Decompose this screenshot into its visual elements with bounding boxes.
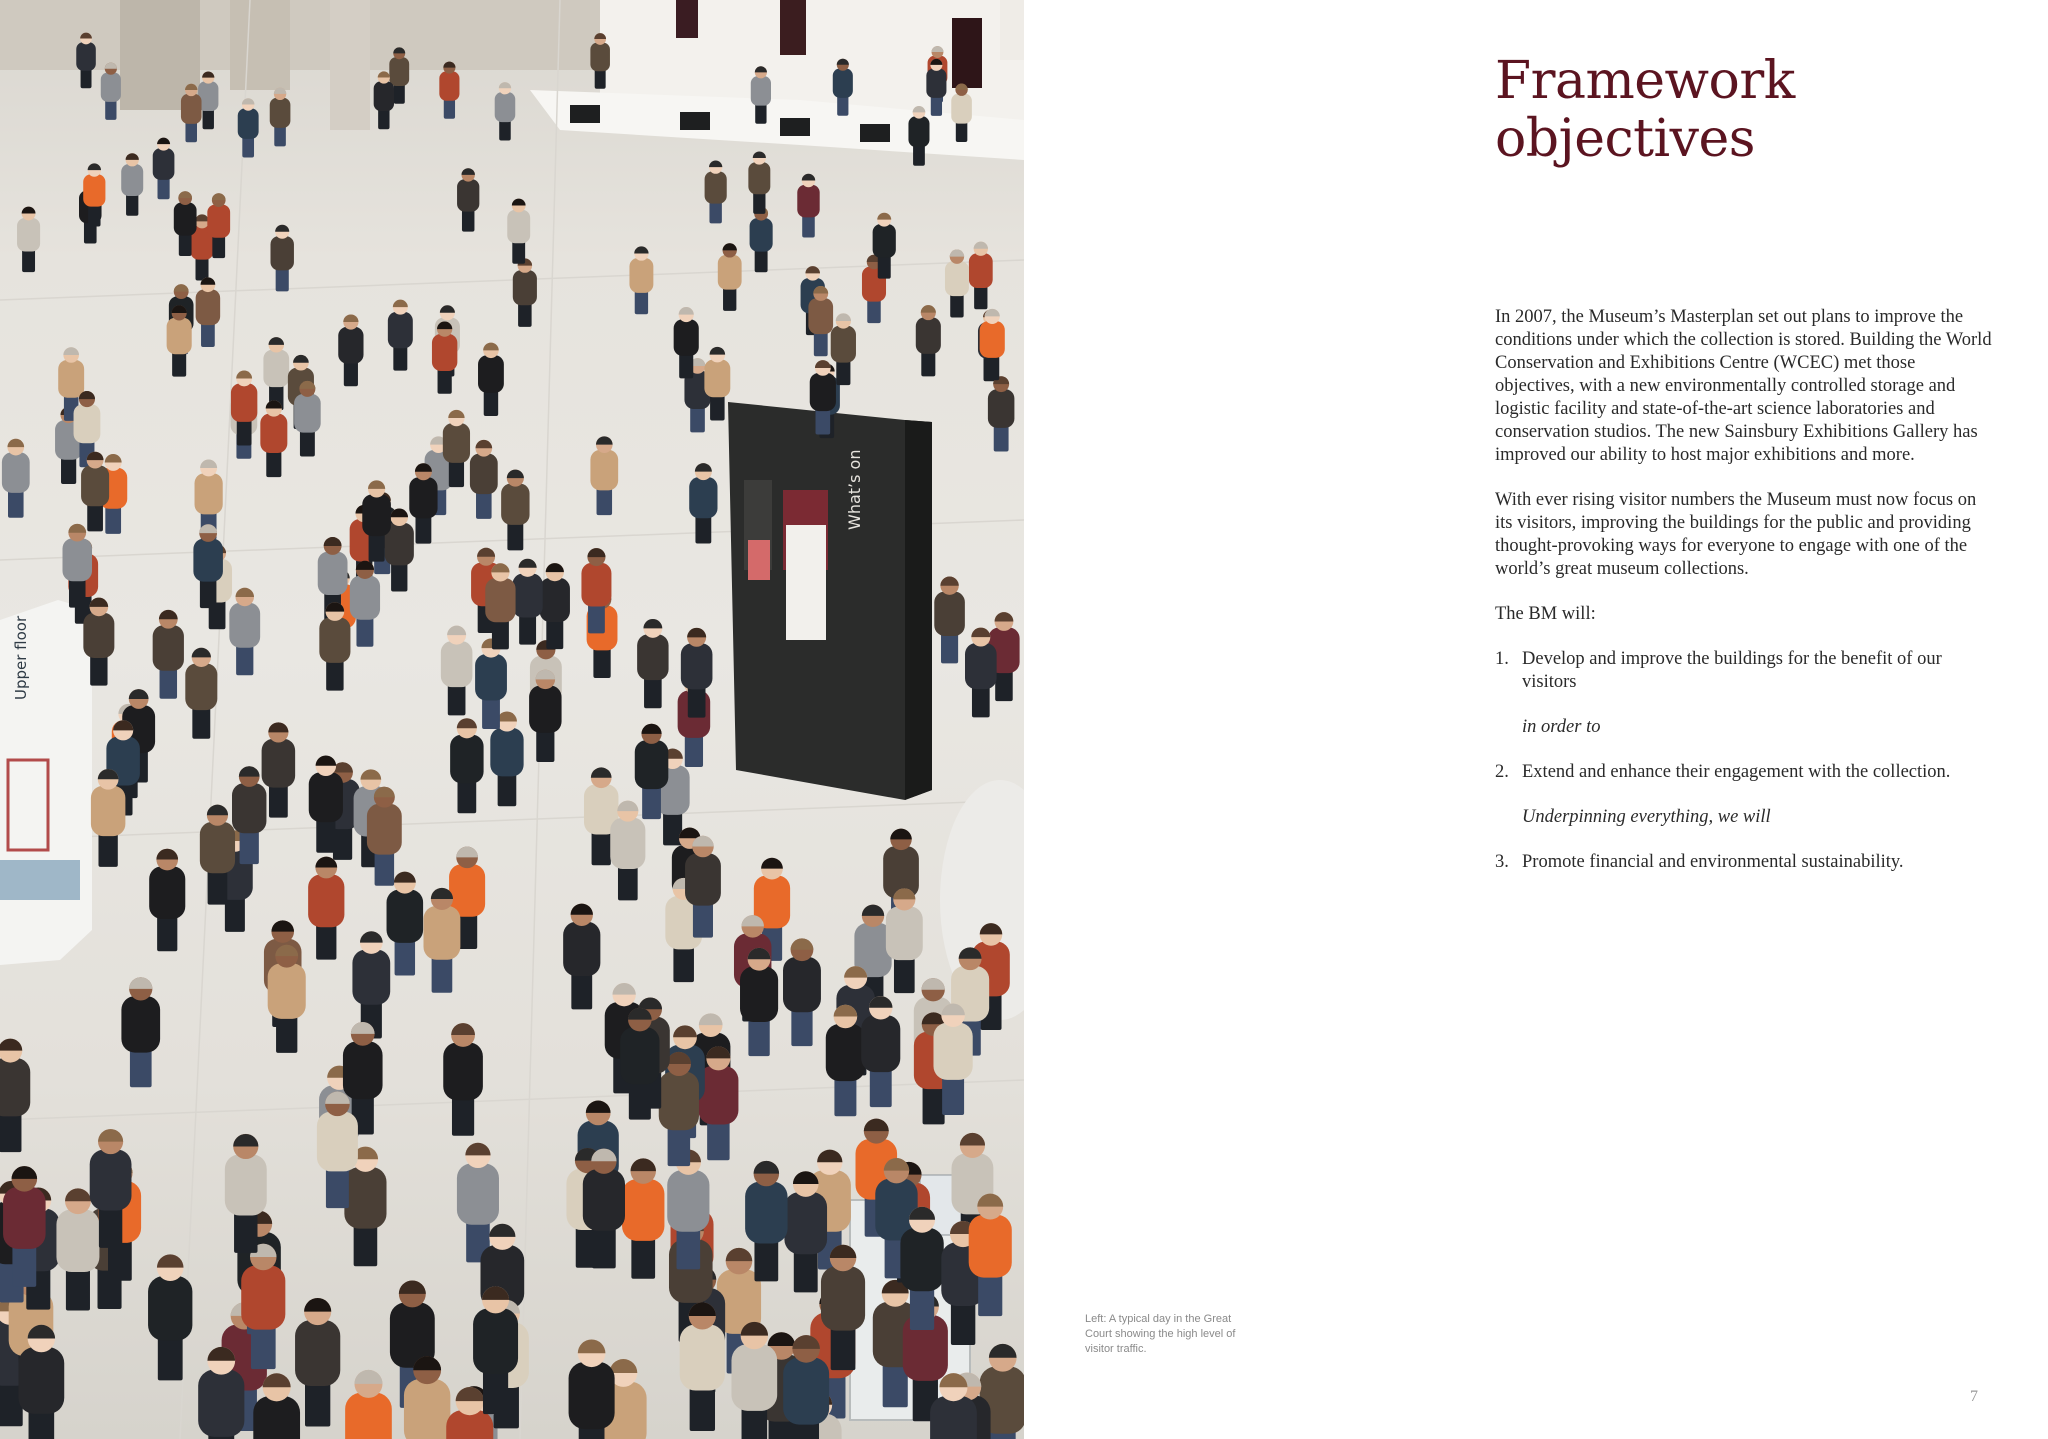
objective-text: Extend and enhance their engagement with the collection. xyxy=(1522,762,1951,782)
visitor-figure xyxy=(478,343,504,416)
visitor-figure xyxy=(563,904,600,1010)
visitor-figure xyxy=(718,243,742,311)
visitor-figure xyxy=(270,225,293,292)
visitor-figure xyxy=(185,648,217,739)
visitor-figure xyxy=(153,610,184,699)
page-number: 7 xyxy=(1970,1388,1978,1405)
objective-text: Develop and improve the buildings for the benefit of our visitors xyxy=(1522,649,1942,692)
visitor-figure xyxy=(450,718,483,813)
visitor-figure xyxy=(17,207,40,273)
visitor-figure xyxy=(388,300,413,371)
visitor-figure xyxy=(513,258,537,327)
visitors-paragraph: With ever rising visitor numbers the Museum must now focus on its visitors, improving the buildings for the public and providing thought-provoking ways for everyone to engage with one of the world’s great museum collections. xyxy=(1495,490,1977,579)
visitor-figure xyxy=(470,440,498,519)
visitor-figure xyxy=(0,1039,30,1153)
visitor-figure xyxy=(231,371,257,446)
visitor-figure xyxy=(263,337,289,410)
visitor-figure xyxy=(457,168,479,231)
visitor-figure xyxy=(783,938,821,1046)
visitor-figure xyxy=(637,619,668,708)
visitor-figure xyxy=(831,313,856,385)
visitor-figure xyxy=(750,207,773,273)
visitor-figure xyxy=(916,305,941,376)
visitor-figure xyxy=(262,722,296,817)
visitor-figure xyxy=(590,436,618,515)
visitor-figure xyxy=(501,470,529,551)
objective-item-1 xyxy=(1495,648,1995,694)
visitor-figure xyxy=(308,857,344,960)
visitor-figure xyxy=(121,977,160,1087)
visitor-figure xyxy=(704,347,730,421)
visitor-figure xyxy=(270,88,291,147)
visitor-figure xyxy=(512,559,542,645)
objective-item-3 xyxy=(1495,851,1995,874)
visitor-figure xyxy=(629,246,653,314)
page-title: Framework objectives xyxy=(1495,51,1795,169)
visitor-figure xyxy=(148,1254,192,1380)
visitor-figure xyxy=(622,1158,664,1278)
visitor-figure xyxy=(934,577,965,664)
photo-caption: Left: A typical day in the Great Court showing the high level of visitor traffic. xyxy=(1085,1313,1236,1355)
whats-on-sign: What’s on xyxy=(845,449,864,530)
objective-number: 1. xyxy=(1495,649,1509,669)
visitor-figure xyxy=(121,153,143,215)
visitor-figure xyxy=(988,376,1015,451)
objective-number: 2. xyxy=(1495,762,1509,782)
interlude-text: in order to xyxy=(1522,717,1601,737)
visitor-figure xyxy=(295,1298,340,1426)
objective-item-2 xyxy=(1495,761,1995,784)
visitor-figure xyxy=(338,314,363,386)
upper-floor-sign: Upper floor xyxy=(12,615,30,700)
body-text xyxy=(1495,306,1995,896)
intro-paragraph: In 2007, the Museum’s Masterplan set out plans to improve the conditions under which the collection is stored. Building the World Conservation and Exhibitions Centre (WCEC) met those objectives, with a new environmentally controlled storage and logistic facility and state-of-the-art science laboratories and conservation studios. The new Sainsbury Exhibitions Gallery has improved our ability to host major exhibitions and more. xyxy=(1495,307,1992,465)
visitor-figure xyxy=(439,62,459,119)
visitor-figure xyxy=(260,400,287,477)
visitor-figure xyxy=(797,174,819,238)
objective-number: 3. xyxy=(1495,852,1509,872)
visitor-figure xyxy=(748,151,770,213)
visitor-figure xyxy=(969,242,993,310)
visitor-figure xyxy=(507,199,530,264)
bm-will-paragraph: The BM will: xyxy=(1495,604,1596,624)
visitor-figure xyxy=(345,1370,392,1439)
visitor-figure xyxy=(569,1339,615,1439)
visitor-figure xyxy=(56,1188,99,1310)
visitor-figure xyxy=(387,872,424,976)
visitor-figure xyxy=(352,931,390,1038)
visitor-figure xyxy=(238,98,259,157)
visitor-figure xyxy=(443,1023,483,1136)
visitor-figure xyxy=(945,249,969,317)
interlude-text: Underpinning everything, we will xyxy=(1522,807,1771,827)
visitor-figure xyxy=(495,82,516,140)
visitor-figure xyxy=(705,161,727,224)
visitor-figure xyxy=(101,63,121,120)
visitor-figure xyxy=(441,626,473,716)
visitor-figure xyxy=(153,138,175,200)
visitor-figure xyxy=(149,849,185,952)
objective-text: Promote financial and environmental sustainability. xyxy=(1522,852,1904,872)
visitor-figure xyxy=(2,439,30,518)
visitor-figure xyxy=(229,588,260,676)
visitor-figure xyxy=(196,277,221,347)
